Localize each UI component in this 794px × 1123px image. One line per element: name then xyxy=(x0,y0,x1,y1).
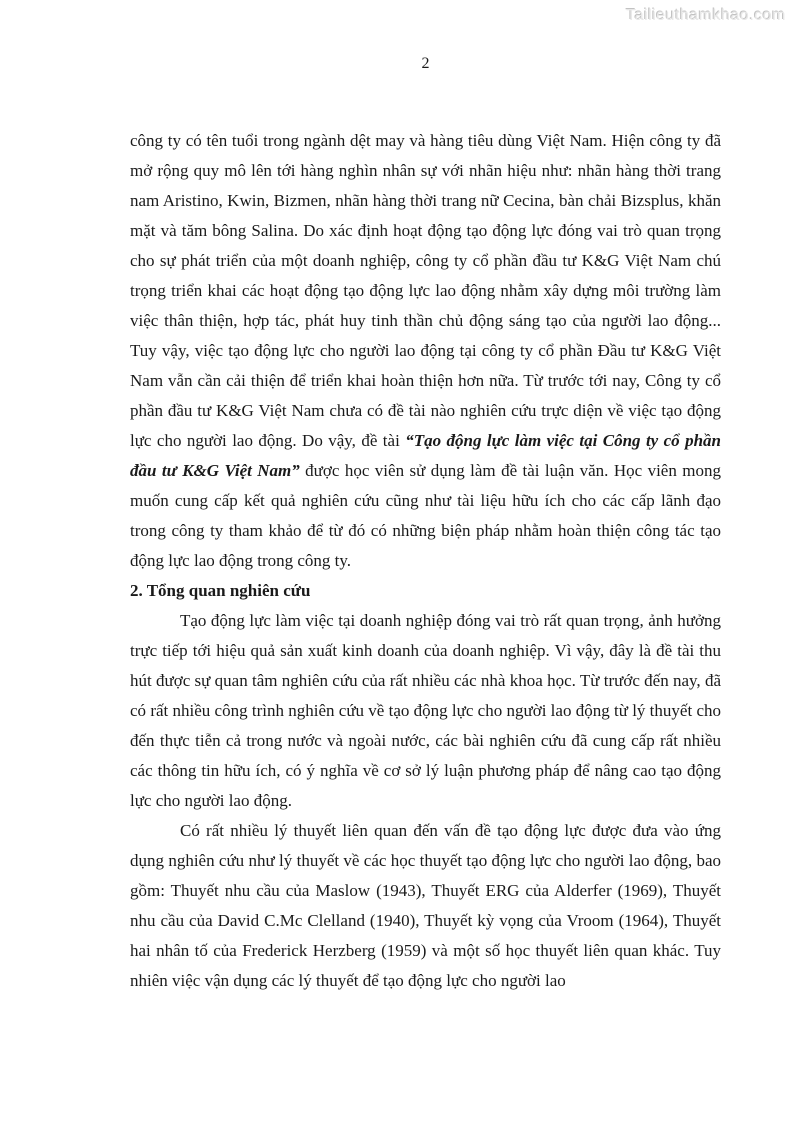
page-number: 2 xyxy=(421,55,430,72)
watermark-text: Tailieuthamkhao.com xyxy=(626,7,786,24)
paragraph-overview-1: Tạo động lực làm việc tại doanh nghiệp đóng vai trò rất quan trọng, ảnh hưởng trực tiếp tới hiệu quả sản xuất kinh doanh của doanh nghiệp. Vì vậy, đây là đề tài thu hút được sự quan tâm nghiên cứu của rất nhiều các nhà khoa học. Từ trước đến nay, đã có rất nhiều công trình nghiên cứu về tạo động lực cho người lao động từ lý thuyết cho đến thực tiễn cả trong nước và ngoài nước, các bài nghiên cứu đã cung cấp rất nhiều các thông tin hữu ích, có ý nghĩa về cơ sở lý luận phương pháp để nâng cao tạo động lực cho người lao động. xyxy=(130,611,721,810)
paragraph-intro-text-before: công ty có tên tuổi trong ngành dệt may và hàng tiêu dùng Việt Nam. Hiện công ty đã mở rộng quy mô lên tới hàng nghìn nhân sự với nhãn hiệu như: nhãn hàng thời trang nam Aristino, Kwin, Bizmen, nhãn hàng thời trang nữ Cecina, bàn chải Bizsplus, khăn mặt và tăm bông Salina. Do xác định hoạt động tạo động lực đóng vai trò quan trọng cho sự phát triển của một doanh nghiệp, công ty cổ phần đầu tư K&G Việt Nam chú trọng triển khai các hoạt động tạo động lực lao động nhằm xây dựng môi trường làm việc thân thiện, hợp tác, phát huy tinh thần chủ động sáng tạo của người lao động... Tuy vậy, việc tạo động lực cho người lao động tại công ty cổ phần Đầu tư K&G Việt Nam vẫn cần cải thiện để triển khai hoàn thiện hơn nữa. Từ trước tới nay, Công ty cổ phần đầu tư K&G Việt Nam chưa có đề tài nào nghiên cứu trực diện về việc tạo động lực cho người lao động. Do vậy, đề tài xyxy=(130,131,721,450)
page-content xyxy=(130,126,721,996)
paragraph-intro-text-after: được học viên sử dụng làm đề tài luận văn. Học viên mong muốn cung cấp kết quả nghiên cứu cũng như tài liệu hữu ích cho các cấp lãnh đạo trong công ty tham khảo để từ đó có những biện pháp nhằm hoàn thiện công tác tạo động lực lao động trong công ty. xyxy=(130,461,721,570)
paragraph-overview-2: Có rất nhiều lý thuyết liên quan đến vấn đề tạo động lực được đưa vào ứng dụng nghiên cứu như lý thuyết về các học thuyết tạo động lực cho người lao động, bao gồm: Thuyết nhu cầu của Maslow (1943), Thuyết ERG của Alderfer (1969), Thuyết nhu cầu của David C.Mc Clelland (1940), Thuyết kỳ vọng của Vroom (1964), Thuyết hai nhân tố của Frederick Herzberg (1959) và một số học thuyết liên quan khác. Tuy nhiên việc vận dụng các lý thuyết để tạo động lực cho người lao xyxy=(130,821,721,990)
thesis-title-emphasis: “Tạo động lực làm việc tại Công ty cổ phần đầu tư K&G Việt Nam” xyxy=(130,431,722,480)
section-heading-overview: 2. Tổng quan nghiên cứu xyxy=(130,581,311,600)
paragraph-intro xyxy=(130,126,721,576)
